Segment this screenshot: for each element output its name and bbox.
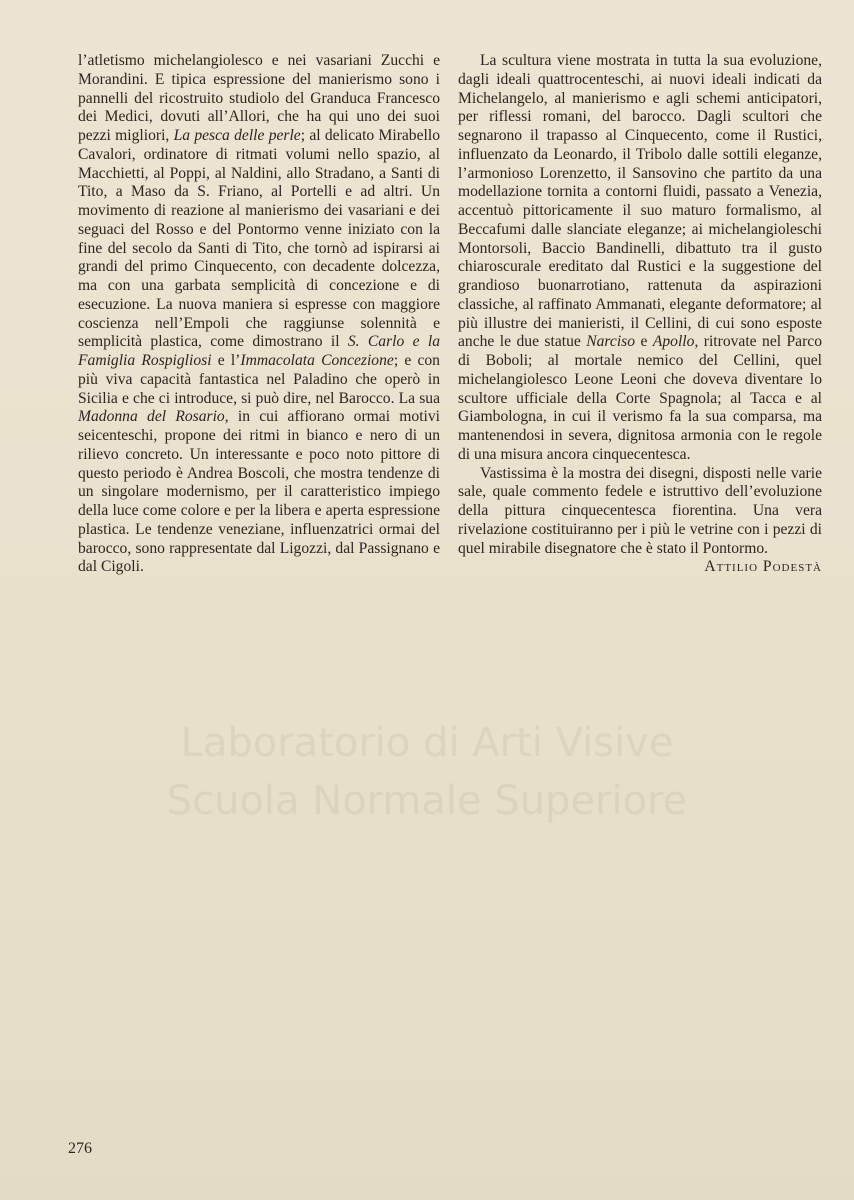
text-run: e bbox=[635, 333, 653, 351]
artwork-title: Madonna del Rosario bbox=[78, 408, 225, 426]
artwork-title: S. Carlo e la Famiglia Rospigliosi bbox=[78, 333, 441, 369]
text-run: ; al delicato Mirabello Cavalori, ordinatore di ritmati volumi nello spazio, al Macchietti, al Poppi, al Naldini, allo Stradano, a Santi di Tito, a Maso da S. Friano, al Portelli e ad altri. Un movimento di reazione al manierismo dei vasariani e dei seguaci del Rosso e del Pontormo venne iniziato con la fine del secolo da Santi di Tito, che tornò ad ispirarsi ai grandi del primo Cinquecento, con decadente dolcezza, ma con una garbata semplicità di concezione e di esecuzione. La nuova maniera si espresse con maggiore coscienza nell’Empoli che raggiunse solennità e semplicità plastica, come dimostrano il bbox=[78, 127, 440, 351]
author-signature: Attilio Podestà bbox=[704, 558, 822, 576]
text-run: , ritrovate nel Parco di Boboli; al mortale nemico del Cellini, quel michelangiolesco Leone Leoni che doveva diventare lo scultore ufficiale della Corte Spagnola; al Tacca e al Giambologna, in cui il verismo fa la sua comparsa, ma mantenendosi in severa, dignitosa armonia con le regole di una misura ancora cinquecentesca. bbox=[458, 333, 823, 463]
left-paragraph bbox=[78, 52, 440, 577]
text-run: , in cui affiorano ormai motivi seicenteschi, propone dei ritmi in bianco e nero di un rilievo concreto. Un interessante e poco noto pittore di questo periodo è Andrea Boscoli, che mostra tendenze di un singolare modernismo, per il caratteristico impiego della luce come colore e per la libera e aperta espressione plastica. Le tendenze veneziane, influenzatrici ormai del barocco, sono rappresentate dal Ligozzi, dal Passignano e dal Cigoli. bbox=[78, 408, 440, 576]
text-run: l’atletismo michelangiolesco e nei vasariani Zucchi e Morandini. E tipica espressione del manierismo sono i pannelli del ricostruito studiolo del Granduca Francesco dei Medici, dovuti all’Allori, che ha qui uno dei suoi pezzi migliori, bbox=[78, 52, 440, 144]
artwork-title: Immacolata Concezione bbox=[240, 352, 394, 369]
page-number: 276 bbox=[68, 1140, 92, 1157]
right-paragraph-2: Vastissima è la mostra dei disegni, disposti nelle varie sale, quale commento fedele e istruttivo dell’evoluzione della pittura cinquecentesca fiorentina. Una vera rivelazione costituiranno per i più le vetrine con i pezzi di quel mirabile disegnatore che è stato il Pontormo. bbox=[458, 464, 822, 557]
right-column bbox=[458, 52, 822, 577]
watermark-line-1: Laboratorio di Arti Visive bbox=[180, 720, 674, 766]
artwork-title: Apollo bbox=[652, 333, 695, 351]
artwork-title: Narciso bbox=[586, 333, 636, 351]
text-run: La scultura viene mostrata in tutta la sua evoluzione, dagli ideali quattrocenteschi, ai nuovi ideali indicati da Michelangelo, al manierismo e agli schemi anticipatori, per riflessi romani, del barocco. Dagli scultori che segnarono il trapasso al Cinquecento, come il Rustici, influenzato da Leonardo, il Tribolo dalle sottili eleganze, l’armonioso Lorenzetto, il Sansovino che partito da una modellazione tornita a contorni fluidi, passato a Venezia, accentuò pittoricamente il suo maturo formalismo, al Beccafumi dalle slanciate eleganze; ai michelangioleschi Montorsoli, Baccio Bandinelli, dibattuto tra il gusto chiaroscurale ereditato dal Rustici e la suggestione del grandioso buonarrotiano, rattenuta da aspirazioni classiche, al raffinato Ammanati, elegante deformatore; al più illustre dei manieristi, il Cellini, di cui sono esposte anche le due statue bbox=[458, 52, 822, 351]
text-run: ; e con più viva capacità fantastica nel Paladino che operò in Sicilia e che ci introduce, si può dire, nel Barocco. La sua bbox=[78, 352, 440, 407]
artwork-title: La pesca delle perle bbox=[173, 127, 301, 144]
right-paragraph-1 bbox=[458, 52, 822, 465]
watermark-line-2: Scuola Normale Superiore bbox=[166, 778, 688, 824]
text-run: e l’ bbox=[211, 352, 241, 369]
left-column bbox=[78, 52, 440, 577]
